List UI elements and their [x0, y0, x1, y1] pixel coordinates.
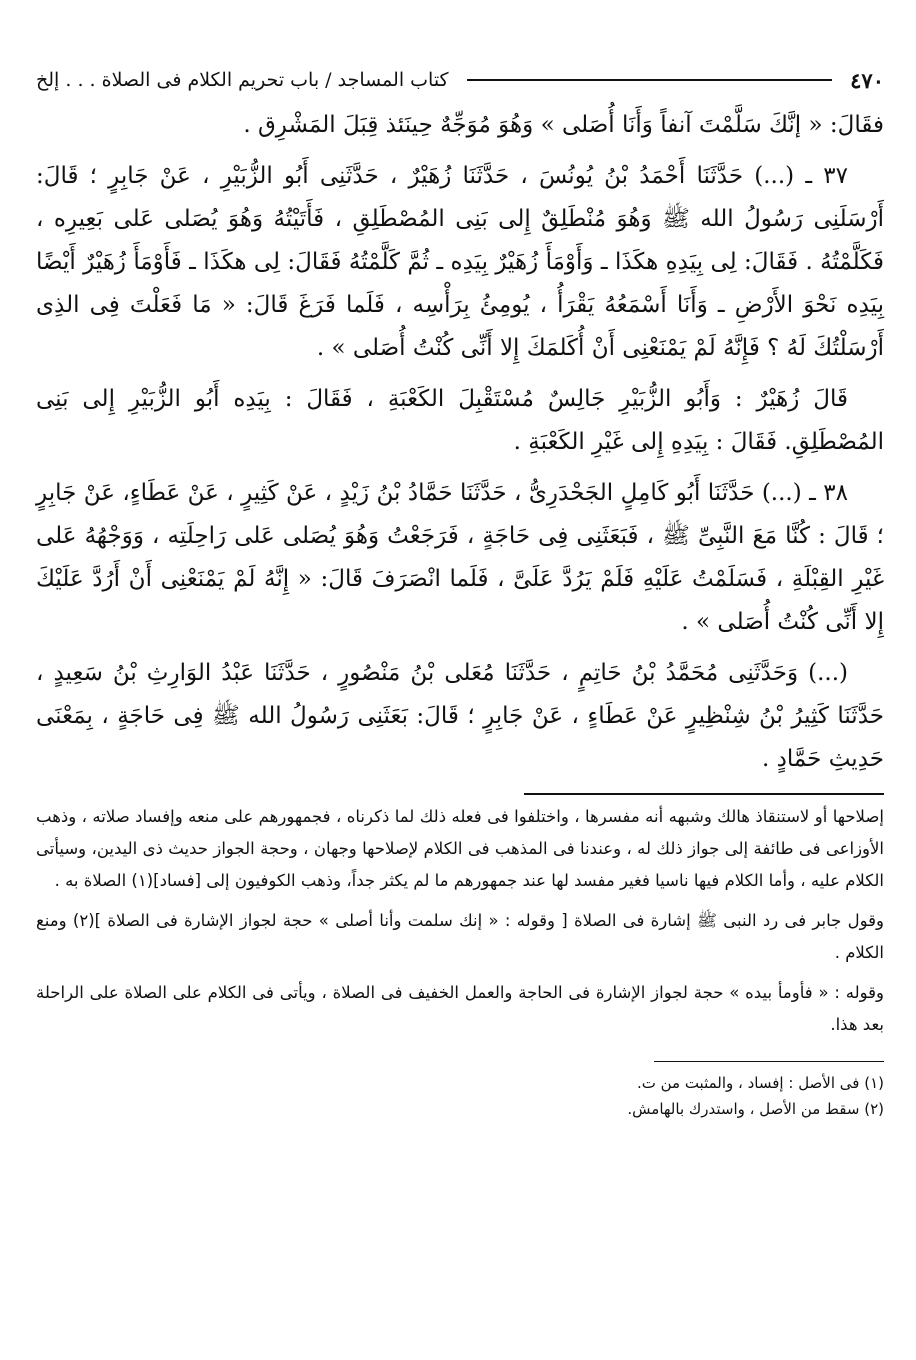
commentary-text — [36, 801, 884, 1041]
hadith-paragraph: فقَالَ: « إنَّكَ سَلَّمْتَ آنفاً وَأَنَا أُصَلى » وَهُوَ مُوَجِّهٌ حِينَئذ قِبَلَ المَشْرِق . — [243, 112, 884, 138]
page-content — [36, 58, 884, 1122]
commentary-paragraph: إصلاحها أو لاستنقاذ هالك وشبهه أنه مفسرها ، واختلفوا فى فعله ذلك لما ذكرناه ، فجمهورهم على منعه وإفساد صلاته ، وذهب الأوزاعى فى طائفة إلى جواز ذلك له ، وعندنا فى المذهب فى الكلام لإصلاحها وجهان ، وحجة الجواز حديث ذى اليدين، وسيأتى الكلام عليه ، وأما الكلام فيها ناسيا فغير مفسد لها عند جمهورهم ما لم يكثر جداً، وذهب الكوفيون إلى [فساد](١) الصلاة به . — [36, 807, 884, 890]
footnote-separator — [654, 1061, 884, 1062]
page-number: ٤٧٠ — [850, 67, 884, 93]
hadith-paragraph: ٣٧ ـ (...) حَدَّثَنَا أَحْمَدُ بْنُ يُونُسَ ، حَدَّثَنَا زُهَيْرٌ ، حَدَّثَنِى أَبُو الزُّبَيْرِ ، عَنْ جَابِرٍ ؛ قَالَ: أَرْسَلَنِى رَسُولُ الله ﷺ وَهُوَ مُنْطَلِقٌ إِلى بَنِى المُصْطَلِقِ ، فَأَتَيْتُهُ وَهُوَ يُصَلى عَلى بَعِيرِه ، فَكَلَّمْتُهُ . فَقَالَ: لِى بِيَدِهِ هكَذَا ـ وَأَوْمَأَ زُهَيْرٌ بِيَدِه ـ ثُمَّ كَلَّمْتُهُ فَقَالَ: لِى هكَذَا ـ فَأَوْمَأَ زُهَيْرٌ أَيْضًا بِيَدِه نَحْوَ الأَرْضِ ـ وَأَنَا أَسْمَعُهُ يَقْرَأُ ، يُومِئُ بِرَأْسِه ، فَلَما فَرَغَ قَالَ: « مَا فَعَلْتَ فِى الذِى أَرْسَلْتُكَ لَهُ ؟ فَإِنَّهُ لَمْ يَمْنَعْنِى أَنْ أُكَلمَكَ إِلا أَنِّى كُنْتُ أُصَلى » . — [36, 163, 884, 361]
running-header — [36, 58, 884, 102]
hadith-paragraph: ٣٨ ـ (...) حَدَّثَنَا أَبُو كَامِلٍ الجَحْدَرِىُّ ، حَدَّثَنَا حَمَّادُ بْنُ زَيْدٍ ، عَنْ كَثِيرٍ ، عَنْ عَطَاءٍ، عَنْ جَابِرٍ ؛ قَالَ : كُنَّا مَعَ النَّبِىِّ ﷺ ، فَبَعَثَنِى فِى حَاجَةٍ ، فَرَجَعْتُ وَهُوَ يُصَلى عَلى رَاحِلَتِه ، وَوَجْهُهُ عَلى غَيْرِ القِبْلَةِ ، فَسَلَمْتُ عَلَيْهِ فَلَمْ يَرُدَّ عَلَىَّ ، فَلَما انْصَرَفَ قَالَ: « إِنَّهُ لَمْ يَمْنَعْنِى أَنْ أَرُدَّ عَلَيْكَ إِلا أَنِّى كُنْتُ أُصَلى » . — [36, 480, 884, 635]
hadith-text — [36, 104, 884, 781]
running-title: كتاب المساجد / باب تحريم الكلام فى الصلاة . . . إلخ — [36, 69, 449, 91]
commentary-separator — [524, 793, 884, 795]
footnote: (٢) سقط من الأصل ، واستدرك بالهامش. — [627, 1100, 884, 1118]
footnotes — [36, 1070, 884, 1122]
footnote: (١) فى الأصل : إفساد ، والمثبت من ت. — [636, 1074, 884, 1092]
header-rule — [467, 79, 833, 81]
commentary-paragraph: وقول جابر فى رد النبى ﷺ إشارة فى الصلاة [ وقوله : « إنك سلمت وأنا أصلى » حجة لجواز الإشارة فى الصلاة ](٢) ومنع الكلام . — [36, 911, 885, 962]
hadith-paragraph: قَالَ زُهَيْرٌ : وَأَبُو الزُّبَيْرِ جَالِسٌ مُسْتَقْبِلَ الكَعْبَةِ ، فَقَالَ : بِيَدِه أَبُو الزُّبَيْرِ إِلى بَنِى المُصْطَلِقِ. فَقَالَ : بِيَدِهِ إِلى غَيْرِ الكَعْبَةِ . — [36, 386, 884, 455]
commentary-paragraph: وقوله : « فأومأ بيده » حجة لجواز الإشارة فى الحاجة والعمل الخفيف فى الصلاة ، ويأتى فى الكلام على الصلاة على الراحلة بعد هذا. — [36, 983, 884, 1034]
hadith-paragraph: (...) وَحَدَّثَنِى مُحَمَّدُ بْنُ حَاتِمٍ ، حَدَّثَنَا مُعَلى بْنُ مَنْصُورٍ ، حَدَّثَنَا عَبْدُ الوَارِثِ بْنُ سَعِيدٍ ، حَدَّثَنَا كَثِيرُ بْنُ شِنْظِيرٍ عَنْ عَطَاءٍ ، عَنْ جَابِرٍ ؛ قَالَ: بَعَثَنِى رَسُولُ الله ﷺ فِى حَاجَةٍ ، بِمَعْنَى حَدِيثِ حَمَّادٍ . — [36, 660, 884, 772]
